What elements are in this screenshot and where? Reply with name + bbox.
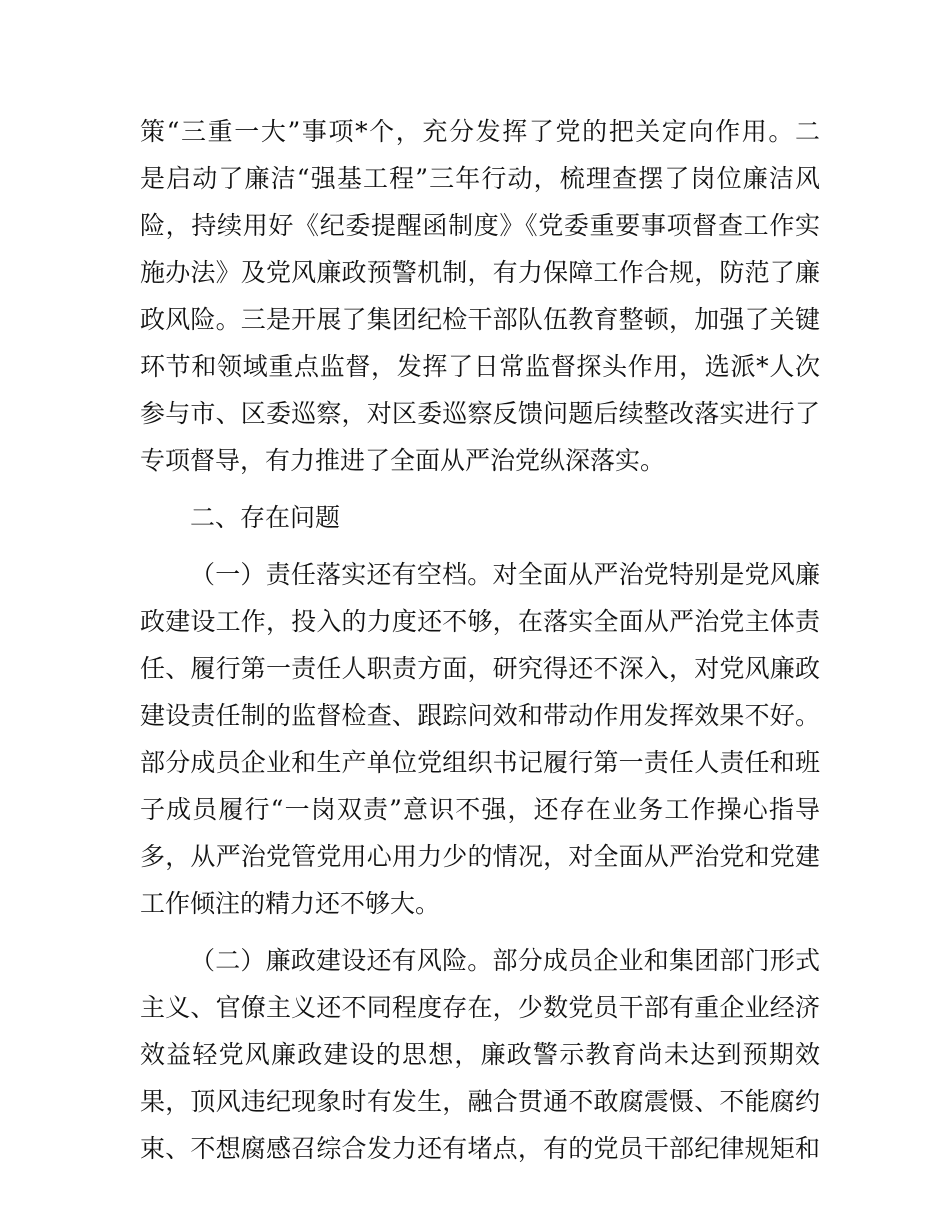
text-line: （二）廉政建设还有风险。部分成员企业和集团部门形式 <box>190 946 820 975</box>
section-heading: 二、存在问题 <box>190 503 341 532</box>
text-line: 环节和领域重点监督，发挥了日常监督探头作用，选派*人次 <box>140 352 820 381</box>
text-line: 主义、官僚主义还不同程度存在，少数党员干部有重企业经济 <box>140 993 820 1022</box>
text-line: （一）责任落实还有空档。对全面从严治党特别是党风廉 <box>190 560 820 589</box>
text-line: 效益轻党风廉政建设的思想，廉政警示教育尚未达到预期效 <box>140 1040 820 1069</box>
text-line: 参与市、区委巡察，对区委巡察反馈问题后续整改落实进行了 <box>140 399 820 428</box>
document-body <box>140 108 820 1182</box>
text-line: 险，持续用好《纪委提醒函制度》《党委重要事项督查工作实 <box>140 211 820 240</box>
text-line: 果，顶风违纪现象时有发生，融合贯通不敢腐震慑、不能腐约 <box>140 1087 820 1116</box>
text-line: 政建设工作，投入的力度还不够，在落实全面从严治党主体责 <box>140 607 820 636</box>
text-line: 是启动了廉洁“强基工程”三年行动，梳理查摆了岗位廉洁风 <box>140 164 820 193</box>
text-line: 建设责任制的监督检查、跟踪问效和带动作用发挥效果不好。 <box>140 701 820 730</box>
text-line: 策“三重一大”事项*个，充分发挥了党的把关定向作用。二 <box>140 117 820 146</box>
intro-paragraph <box>140 108 820 484</box>
text-line: 专项督导，有力推进了全面从严治党纵深落实。 <box>140 446 666 475</box>
text-line: 工作倾注的精力还不够大。 <box>140 889 441 918</box>
text-line: 多，从严治党管党用心用力少的情况，对全面从严治党和党建 <box>140 842 820 871</box>
text-line: 施办法》及党风廉政预警机制，有力保障工作合规，防范了廉 <box>140 258 820 287</box>
text-line: 政风险。三是开展了集团纪检干部队伍教育整顿，加强了关键 <box>140 305 820 334</box>
problem-two-paragraph <box>140 937 820 1172</box>
text-line: 部分成员企业和生产单位党组织书记履行第一责任人责任和班 <box>140 748 820 777</box>
text-line: 子成员履行“一岗双责”意识不强，还存在业务工作操心指导 <box>140 795 820 824</box>
text-line: 束、不想腐感召综合发力还有堵点，有的党员干部纪律规矩和 <box>140 1134 820 1163</box>
text-line: 任、履行第一责任人职责方面，研究得还不深入，对党风廉政 <box>140 654 820 683</box>
problem-one-paragraph <box>140 551 820 927</box>
